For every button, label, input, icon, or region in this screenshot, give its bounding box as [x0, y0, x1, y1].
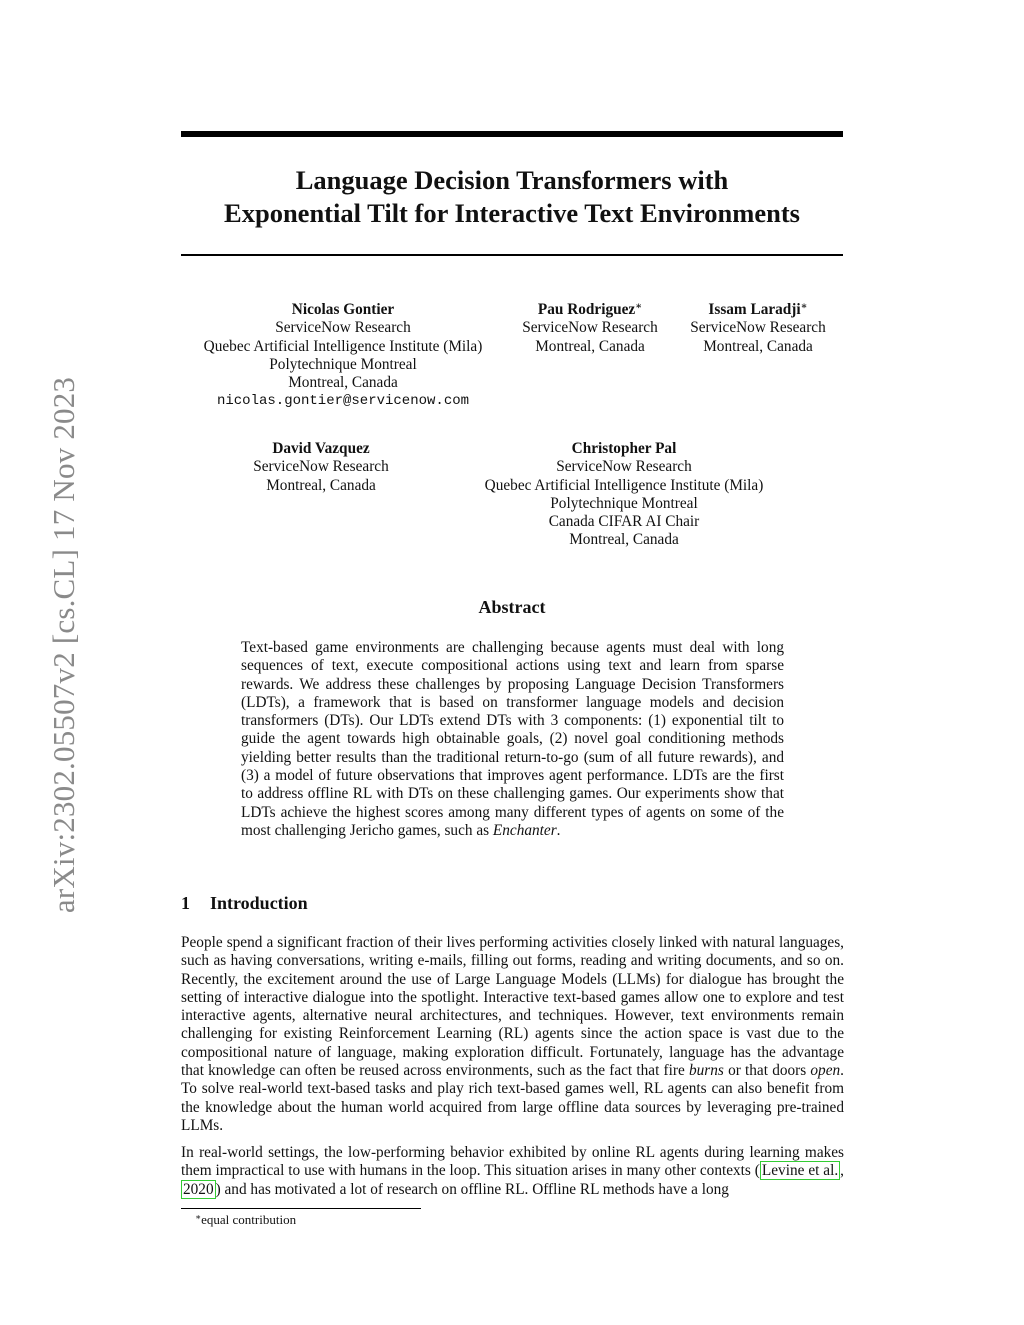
author-affiliation: ServiceNow Research: [522, 319, 658, 337]
paper-title: [181, 164, 843, 230]
footnote-rule: [181, 1208, 421, 1209]
author-email-link[interactable]: nicolas.gontier@servicenow.com: [216, 393, 470, 410]
author-affiliation: ServiceNow Research: [253, 458, 389, 476]
abstract-heading: Abstract: [478, 597, 546, 617]
author-name: Issam Laradji∗: [708, 301, 808, 318]
author-affiliation: Polytechnique Montreal: [269, 355, 417, 373]
author-affiliation: Montreal, Canada: [535, 337, 645, 355]
author-affiliation: Canada CIFAR AI Chair: [548, 513, 700, 531]
section-number: 1: [181, 893, 190, 913]
author-affiliation: ServiceNow Research: [556, 458, 692, 476]
title-top-rule: [181, 131, 843, 137]
title-line-1: Language Decision Transformers with: [295, 165, 729, 195]
section-heading-introduction: [181, 893, 308, 914]
abstract-italic-game-name: Enchanter: [492, 821, 557, 839]
author-affiliation: Quebec Artificial Intelligence Institute (Mila): [203, 337, 483, 355]
footnote: [195, 1212, 296, 1228]
abstract-text: Text-based game environments are challenging because agents must deal with long sequences of text, execute compositional actions using text and learn from sparse rewards. We address these challenges by proposing Language Decision Transformers (LDTs), a framework that is based on transformer language models and decision transformers (DTs). Our LDTs extend DTs with 3 components: (1) exponential tilt to guide the agent towards high obtainable goals, (2) novel goal conditioning methods yielding better results than the traditional return-to-go (sum of all future rewards), and (3) a model of future observations that improves agent performance. LDTs are the first to address offline RL with DTs on these challenging games. Our experiments show that LDTs achieve the highest scores among many different types of agents on some of the most challenging Jericho games, such as Enchanter.: [241, 639, 784, 839]
intro-paragraph-1: People spend a significant fraction of their lives performing activities closely linked with natural languages, such as having conversations, writing e-mails, filling out forms, reading and writing documents, and so on. Recently, the excitement around the use of Large Language Models (LLMs) for dialogue has brought the setting of interactive dialogue into the spotlight. Interactive text-based games allow one to explore and test interactive agents, alternative neural architectures, and techniques. However, text environments remain challenging for existing Reinforcement Learning (RL) agents since the action space is vast due to the compositional nature of language, making exploration difficult. Fortunately, language has the advantage that knowledge can often be reused across environments, such as the fact that fire burns or that doors open. To solve real-world text-based tasks and play rich text-based games well, RL agents can also benefit from the knowledge about the human world acquired from large offline data sources by leveraging pre-trained LLMs.: [181, 934, 844, 1134]
author-affiliation: ServiceNow Research: [275, 319, 411, 337]
footnote-mark: ∗: [195, 1212, 202, 1222]
author-block-laradji: [690, 301, 826, 356]
author-name: Christopher Pal: [571, 440, 677, 457]
author-affiliation: Quebec Artificial Intelligence Institute (Mila): [484, 476, 764, 494]
author-affiliation: Montreal, Canada: [703, 337, 813, 355]
author-name: Nicolas Gontier: [291, 301, 395, 318]
author-affiliation: Polytechnique Montreal: [550, 494, 698, 512]
author-name: David Vazquez: [272, 440, 370, 457]
author-block-rodriguez: [522, 301, 658, 356]
arxiv-identifier-stamp: arXiv:2302.05507v2 [cs.CL] 17 Nov 2023: [46, 376, 81, 914]
author-affiliation: Montreal, Canada: [288, 374, 398, 392]
author-affiliation: ServiceNow Research: [690, 319, 826, 337]
author-name: Pau Rodriguez∗: [537, 301, 643, 318]
citation-link-authors[interactable]: Levine et al.: [761, 1162, 839, 1180]
author-affiliation: Montreal, Canada: [266, 476, 376, 494]
equal-contribution-mark: ∗: [635, 301, 643, 312]
author-block-pal: [485, 440, 764, 550]
author-block-vazquez: [253, 440, 389, 495]
section-title: Introduction: [210, 893, 308, 913]
title-line-2: Exponential Tilt for Interactive Text Environments: [224, 198, 800, 228]
equal-contribution-mark: ∗: [800, 301, 808, 312]
citation-link-year[interactable]: 2020: [183, 1180, 214, 1198]
footnote-text: equal contribution: [201, 1212, 297, 1227]
title-bottom-rule: [181, 254, 843, 256]
intro-paragraph-2: In real-world settings, the low-performing behavior exhibited by online RL agents during learning makes them impractical to use with humans in the loop. This situation arises in many other contexts ( Levine et al. , 2020 ) and has motivated a lot of research on offline RL. Offline RL methods have a long: [181, 1144, 844, 1198]
author-block-gontier: [204, 301, 483, 411]
author-affiliation: Montreal, Canada: [569, 531, 679, 549]
